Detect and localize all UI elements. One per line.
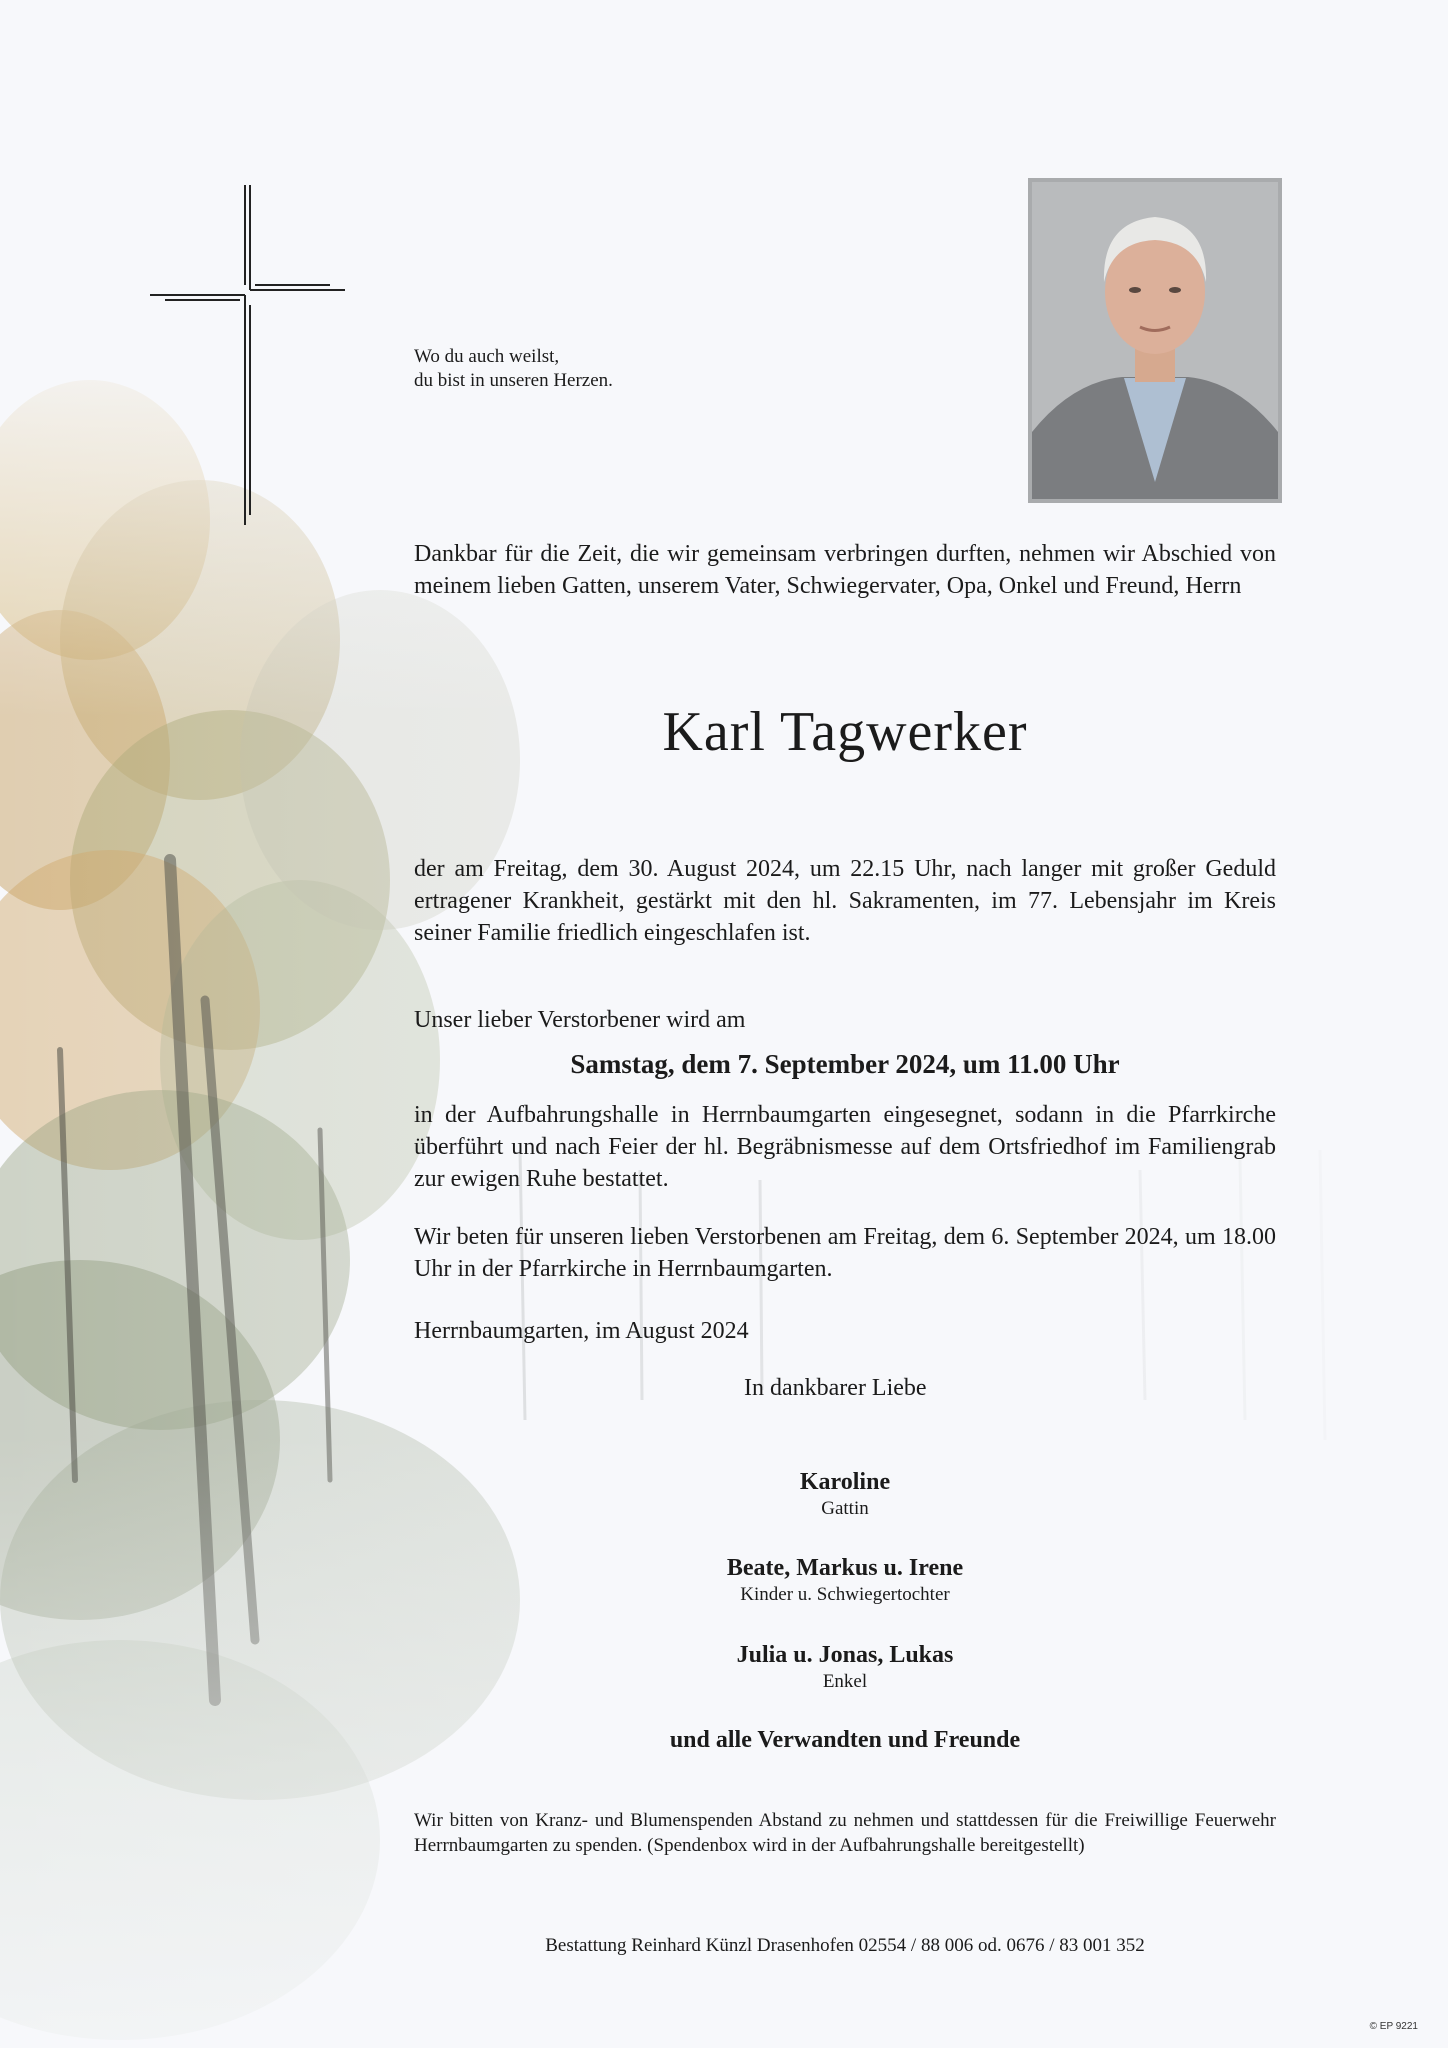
mourner-spouse bbox=[414, 1467, 1276, 1521]
funeral-details: in der Aufbahrungshalle in Herrnbaumgarten eingesegnet, sodann in die Pfarrkirche überführt und nach Feier der hl. Begräbnismesse auf dem Ortsfriedhof im Familiengrab zur ewigen Ruhe bestattet. bbox=[414, 1102, 1276, 1192]
mourner-relation: Gattin bbox=[821, 1498, 869, 1519]
mourner-name: Karoline bbox=[799, 1469, 891, 1495]
prayer-notice: Wir beten für unseren lieben Verstorbenen am Freitag, dem 6. September 2024, um 18.00 Uhr in der Pfarrkirche in Herrnbaumgarten. bbox=[414, 1224, 1276, 1282]
mourner-relation: Enkel bbox=[822, 1671, 868, 1692]
reference-code: © EP 9221 bbox=[1369, 2021, 1418, 2032]
mourner-name: Julia u. Jonas, Lukas bbox=[736, 1642, 954, 1668]
intro-text: Dankbar für die Zeit, die wir gemeinsam verbringen durften, nehmen wir Abschied von meinem lieben Gatten, unserem Vater, Schwiegervater, Opa, Onkel und Freund, Herrn bbox=[414, 541, 1276, 599]
death-notice: der am Freitag, dem 30. August 2024, um 22.15 Uhr, nach langer mit großer Geduld ertragener Krankheit, gestärkt mit den hl. Sakramenten, im 77. Lebensjahr im Kreis seiner Familie friedlich eingeschlafen ist. bbox=[414, 856, 1276, 946]
motto bbox=[414, 345, 613, 393]
mourner-children bbox=[414, 1553, 1276, 1607]
motto-line-2: du bist in unseren Herzen. bbox=[414, 370, 613, 391]
undertaker-contact: Bestattung Reinhard Künzl Drasenhofen 02554 / 88 006 od. 0676 / 83 001 352 bbox=[545, 1935, 1145, 1956]
funeral-announce: Unser lieber Verstorbener wird am bbox=[414, 1007, 746, 1033]
mourner-name: Beate, Markus u. Irene bbox=[726, 1555, 964, 1581]
mourner-grandchildren bbox=[414, 1640, 1276, 1694]
place-date: Herrnbaumgarten, im August 2024 bbox=[414, 1318, 749, 1344]
donation-request: Wir bitten von Kranz- und Blumenspenden Abstand zu nehmen und stattdessen für die Freiwillige Feuerwehr Herrnbaumgarten zu spenden. (Spendenbox wird in der Aufbahrungshalle bereitgestellt) bbox=[414, 1810, 1276, 1856]
relatives-line: und alle Verwandten und Freunde bbox=[669, 1727, 1021, 1753]
cross-icon bbox=[150, 185, 345, 525]
motto-line-1: Wo du auch weilst, bbox=[414, 346, 560, 367]
funeral-date: Samstag, dem 7. September 2024, um 11.00 Uhr bbox=[570, 1049, 1120, 1079]
mourner-relation: Kinder u. Schwiegertochter bbox=[740, 1584, 950, 1605]
deceased-name: Karl Tagwerker bbox=[662, 701, 1028, 763]
portrait-photo bbox=[1028, 178, 1282, 503]
closing-phrase: In dankbarer Liebe bbox=[744, 1375, 927, 1401]
